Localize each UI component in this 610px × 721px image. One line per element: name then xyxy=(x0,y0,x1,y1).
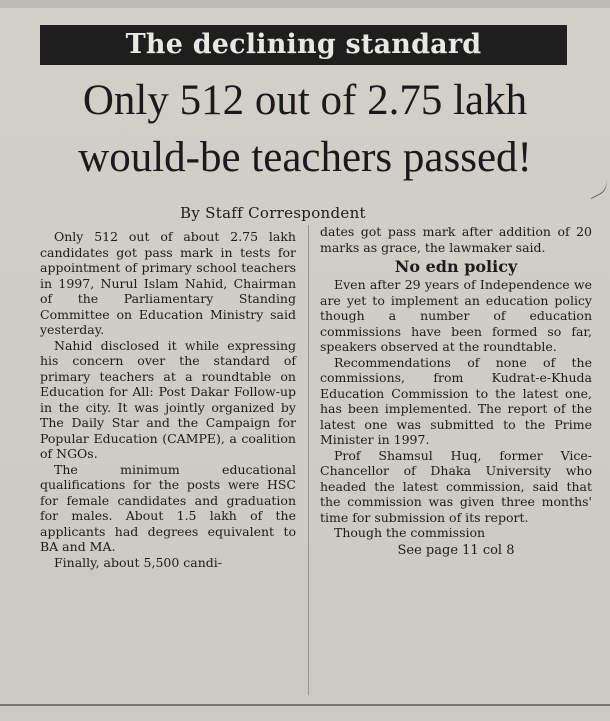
kicker-banner: The declining standard xyxy=(40,25,567,65)
headline xyxy=(20,72,590,186)
paragraph: Finally, about 5,500 candi- xyxy=(54,554,223,570)
headline-line-1: Only 512 out of 2.75 lakh xyxy=(82,77,528,124)
paragraph: Only 512 out of about 2.75 lakh candidates got pass mark in tests for appointment of primary school teachers in 1997, Nurul Islam Nahid, Chairman of the Parliamentary Standing Committee on Education Ministry said yesterday. xyxy=(40,229,296,337)
subheading: No edn policy xyxy=(394,257,518,276)
paragraph: Recommendations of none of the commissions, from Kudrat-e-Khuda Education Commission to the latest one, has been implemented. The report of the latest one was submitted to the Prime Minister in 1997. xyxy=(320,354,592,447)
paragraph: dates got pass mark after addition of 20 marks as grace, the lawmaker said. xyxy=(320,224,592,255)
paragraph: Nahid disclosed it while expressing his concern over the standard of primary teachers at a roundtable on Education for All: Post Dakar Follow-up in the city. It was jointly organized by The Daily Star and the Campaign for Popular Education (CAMPE), a coalition of NGOs. xyxy=(40,337,296,461)
headline-line-2: would-be teachers passed! xyxy=(78,134,532,181)
paragraph: Even after 29 years of Independence we are yet to implement an education policy though a number of education commissions have been formed so far, speakers observed at the roundtable. xyxy=(320,277,592,354)
column-divider xyxy=(308,225,309,695)
article-column-1 xyxy=(40,229,296,570)
article-column-2 xyxy=(320,224,592,559)
byline: By Staff Correspondent xyxy=(180,204,366,222)
paragraph: Though the commission xyxy=(334,525,486,540)
paragraph: The minimum educational qualifications for the posts were HSC for female candidates and graduation for males. About 1.5 lakh of the applicants had degrees equivalent to BA and MA. xyxy=(40,461,296,554)
bottom-rule xyxy=(0,704,610,706)
continuation-note: See page 11 col 8 xyxy=(397,542,515,558)
paragraph: Prof Shamsul Huq, former Vice-Chancellor of Dhaka University who headed the latest commission, said that the commission was given three months' time for submission of its report. xyxy=(320,447,592,525)
paper-top-edge xyxy=(0,0,610,8)
